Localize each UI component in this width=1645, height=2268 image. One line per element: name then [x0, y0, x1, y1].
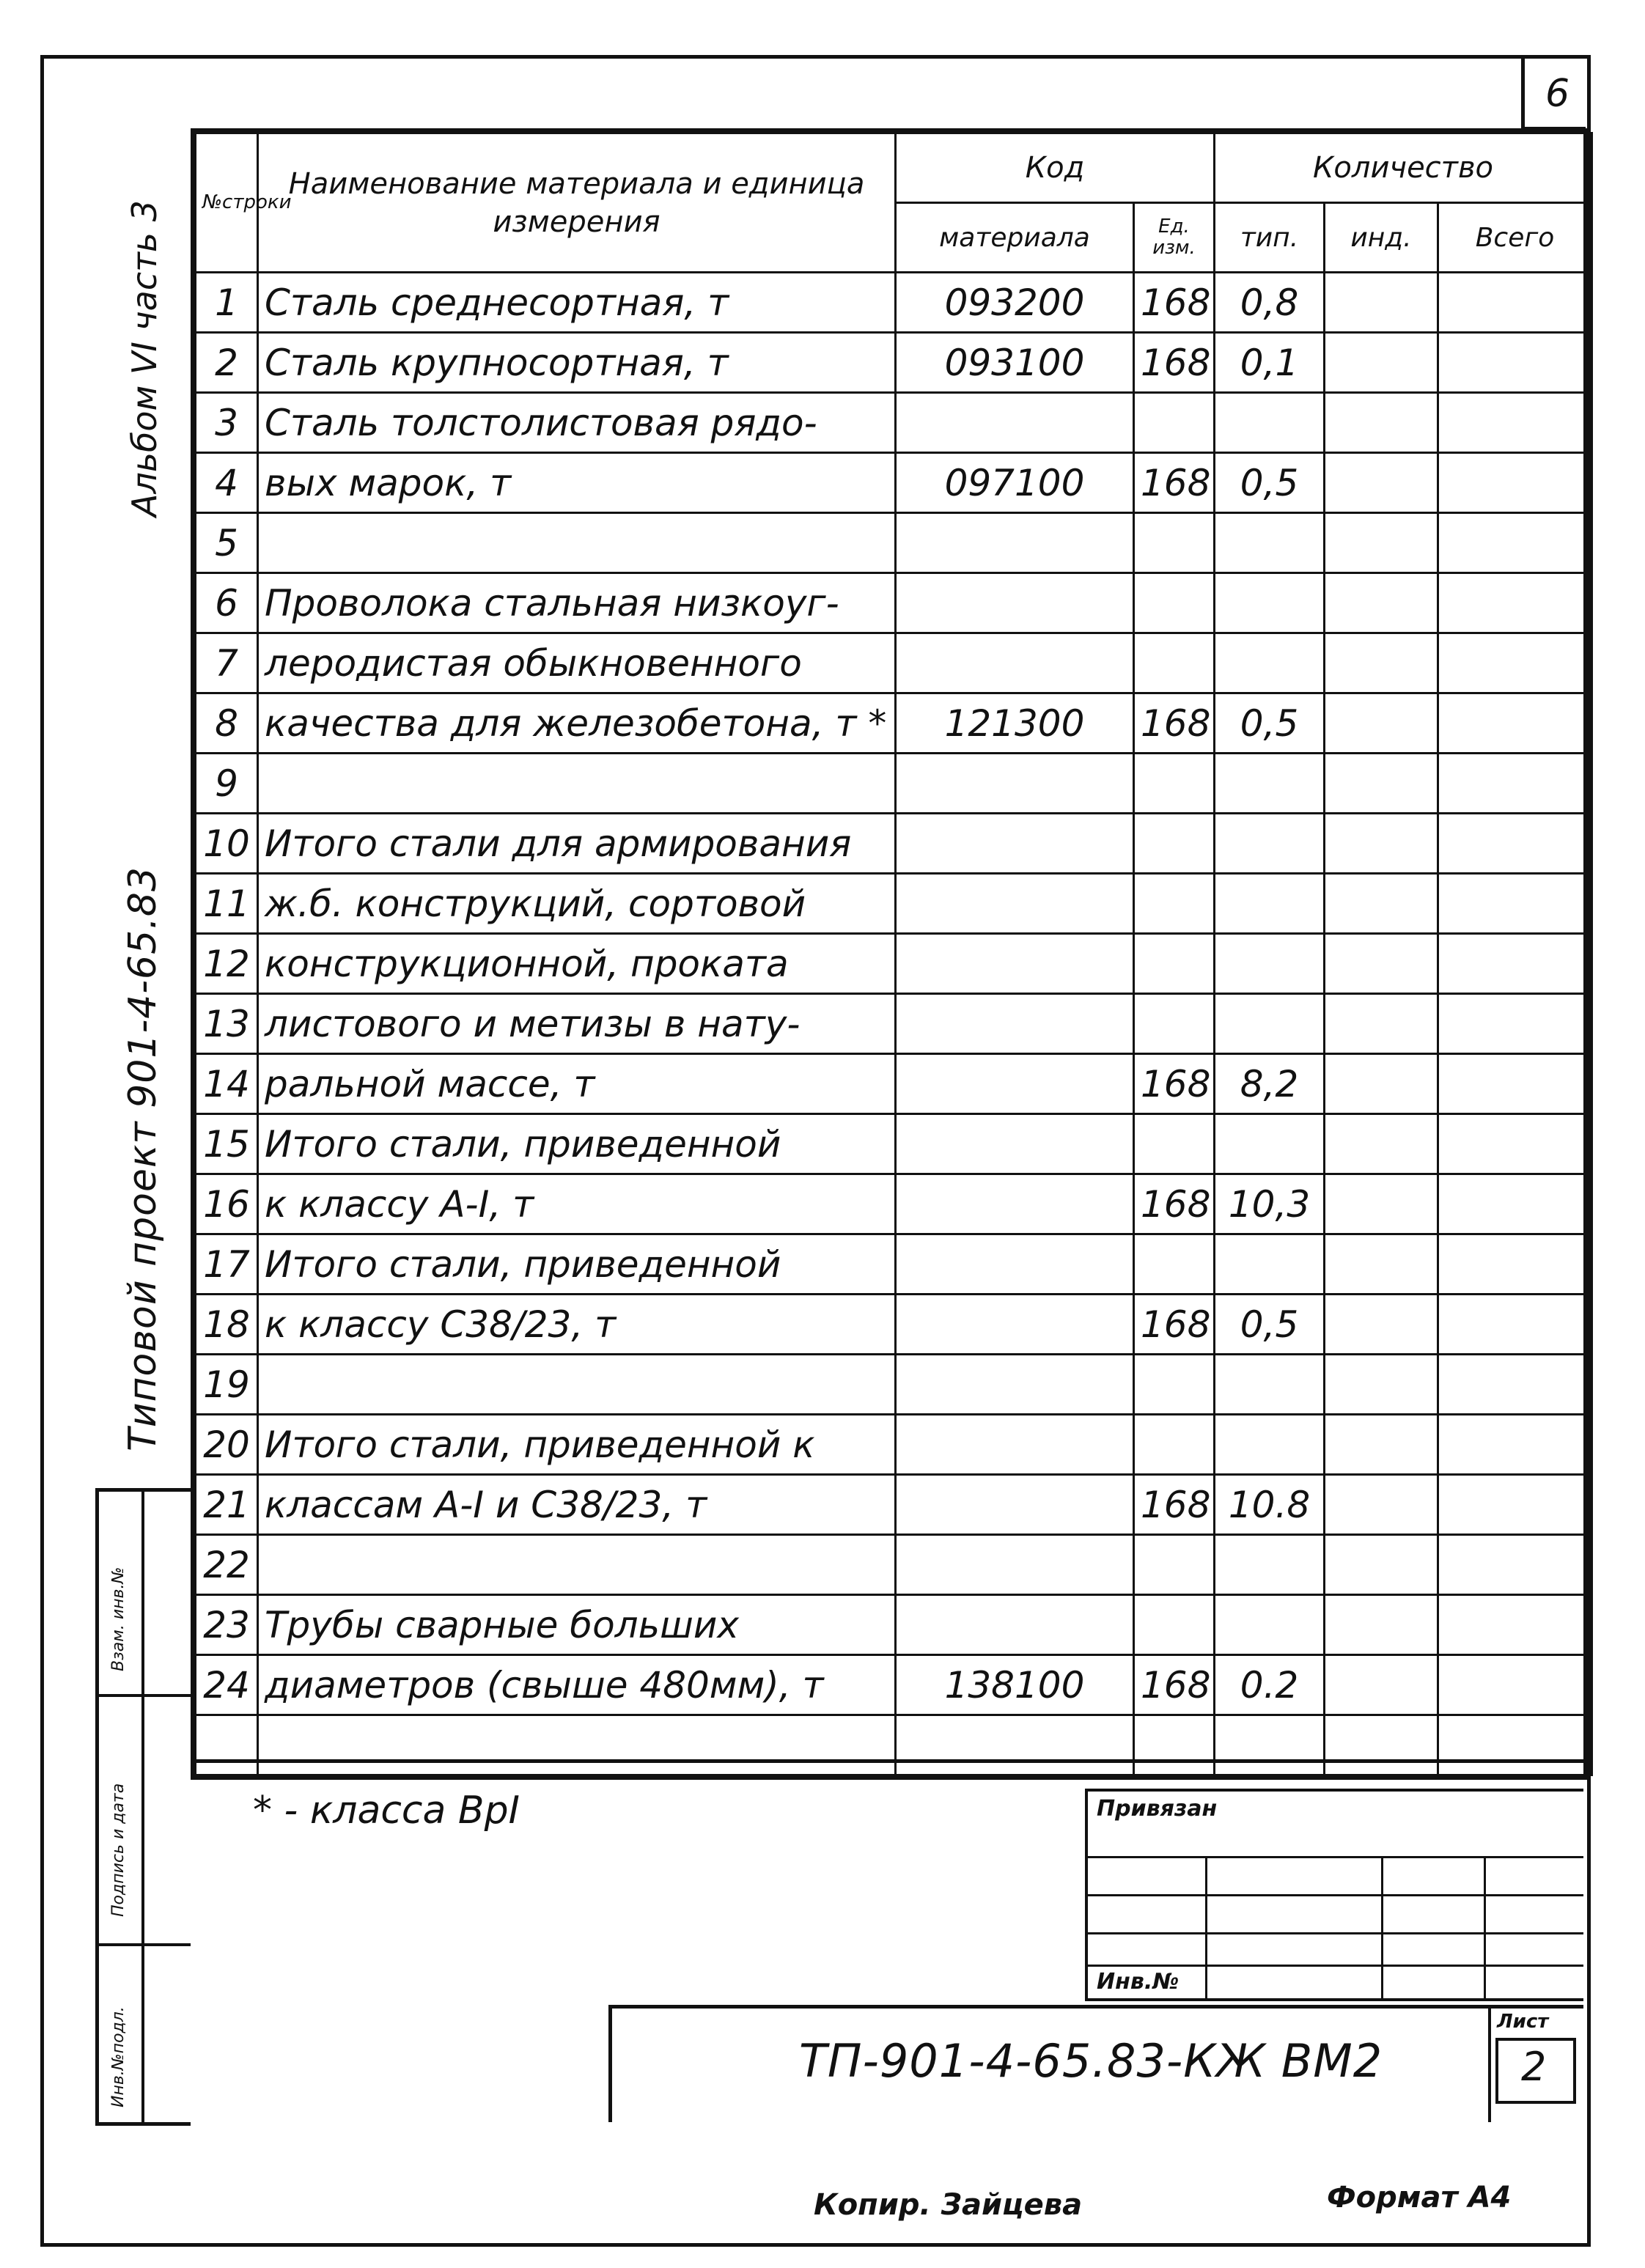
material-name-cell: ральной массе, т — [258, 1054, 896, 1114]
approval-grid — [1085, 1789, 1583, 2001]
qty-typ-cell — [1215, 1114, 1325, 1174]
material-code-cell: 093100 — [896, 333, 1134, 393]
qty-typ-cell — [1215, 573, 1325, 633]
qty-ind-cell — [1325, 1234, 1438, 1295]
qty-ind-cell — [1325, 573, 1438, 633]
material-code-cell: 121300 — [896, 693, 1134, 754]
qty-typ-cell: 0.2 — [1215, 1655, 1325, 1715]
material-name-cell: Сталь толстолистовая рядо- — [258, 393, 896, 453]
row-number-cell: 5 — [196, 513, 258, 573]
table-row — [196, 1114, 1592, 1174]
qty-total-cell — [1438, 1234, 1592, 1295]
qty-total-cell — [1438, 393, 1592, 453]
qty-typ-cell: 0,5 — [1215, 453, 1325, 513]
row-number-cell: 15 — [196, 1114, 258, 1174]
table-row — [196, 934, 1592, 994]
header-quantity — [1215, 133, 1592, 203]
material-name-cell: ж.б. конструкций, сортовой — [258, 874, 896, 934]
qty-total-cell — [1438, 994, 1592, 1054]
table-row — [196, 1295, 1592, 1355]
row-number-cell: 24 — [196, 1655, 258, 1715]
qty-typ-cell — [1215, 1355, 1325, 1415]
qty-typ-cell — [1215, 874, 1325, 934]
material-name-cell: Сталь крупносортная, т — [258, 333, 896, 393]
qty-total-cell — [1438, 693, 1592, 754]
material-code-cell — [896, 1355, 1134, 1415]
unit-code-cell — [1134, 814, 1215, 874]
qty-ind-cell — [1325, 1655, 1438, 1715]
row-number-cell: 6 — [196, 573, 258, 633]
header-row-no-text: №строки — [202, 191, 292, 214]
header-qty-ind: инд. — [1325, 203, 1438, 273]
row-number-cell: 14 — [196, 1054, 258, 1114]
row-number-cell: 1 — [196, 273, 258, 333]
grid-line — [1088, 1894, 1583, 1896]
row-number-cell: 11 — [196, 874, 258, 934]
material-code-cell — [896, 1114, 1134, 1174]
unit-code-cell — [1134, 513, 1215, 573]
material-code-cell — [896, 393, 1134, 453]
table-row — [196, 1415, 1592, 1475]
row-number-cell: 4 — [196, 453, 258, 513]
attached-label: Привязан — [1097, 1796, 1218, 1822]
unit-code-cell — [1134, 874, 1215, 934]
paper-format: Формат А4 — [1327, 2181, 1512, 2214]
material-code-cell — [896, 1054, 1134, 1114]
unit-code-cell: 168 — [1134, 333, 1215, 393]
sheet-list-label: Лист — [1497, 2011, 1549, 2033]
grid-vline — [1205, 1856, 1207, 1998]
table-row — [196, 693, 1592, 754]
grid-line — [1088, 1856, 1583, 1858]
unit-code-cell — [1134, 1114, 1215, 1174]
stamp-cell-inventory — [99, 1946, 191, 2126]
unit-code-cell: 168 — [1134, 273, 1215, 333]
row-number-cell: 10 — [196, 814, 258, 874]
qty-typ-cell: 8,2 — [1215, 1054, 1325, 1114]
table-row — [196, 814, 1592, 874]
qty-typ-cell — [1215, 513, 1325, 573]
qty-ind-cell — [1325, 1295, 1438, 1355]
unit-code-cell — [1134, 1234, 1215, 1295]
qty-ind-cell — [1325, 693, 1438, 754]
row-number-cell: 18 — [196, 1295, 258, 1355]
table-row — [196, 1234, 1592, 1295]
row-number-cell: 23 — [196, 1595, 258, 1655]
unit-code-cell — [1134, 1415, 1215, 1475]
header-qty-total: Всего — [1438, 203, 1592, 273]
qty-typ-cell — [1215, 934, 1325, 994]
qty-ind-cell — [1325, 633, 1438, 693]
material-name-cell — [258, 1535, 896, 1595]
material-name-cell: конструкционной, проката — [258, 934, 896, 994]
header-qty-typ: тип. — [1215, 203, 1325, 273]
table-row — [196, 573, 1592, 633]
material-code-cell — [896, 994, 1134, 1054]
row-number-cell: 17 — [196, 1234, 258, 1295]
stamp-label-signature: Подпись и дата — [109, 1783, 128, 1917]
qty-total-cell — [1438, 1595, 1592, 1655]
material-name-cell: Итого стали, приведенной — [258, 1114, 896, 1174]
stamp-label-replace: Взам. инв.№ — [109, 1566, 128, 1671]
material-name-cell: к классу С38/23, т — [258, 1295, 896, 1355]
qty-ind-cell — [1325, 994, 1438, 1054]
qty-typ-cell — [1215, 393, 1325, 453]
header-row-no — [196, 133, 292, 273]
table-row — [196, 1475, 1592, 1535]
qty-typ-cell — [1215, 994, 1325, 1054]
qty-total-cell — [1438, 1655, 1592, 1715]
qty-total-cell — [1438, 513, 1592, 573]
material-code-cell — [896, 1475, 1134, 1535]
qty-total-cell — [1438, 333, 1592, 393]
stamp-label-inventory: Инв.№подл. — [109, 2006, 128, 2107]
material-name-cell: качества для железобетона, т * — [258, 693, 896, 754]
qty-typ-cell — [1215, 1535, 1325, 1595]
table-row — [196, 1595, 1592, 1655]
material-code-cell — [896, 1295, 1134, 1355]
qty-typ-cell — [1215, 1415, 1325, 1475]
qty-typ-cell: 0,5 — [1215, 693, 1325, 754]
footnote: * - класса ВрI — [253, 1789, 520, 1833]
material-code-cell — [896, 633, 1134, 693]
material-name-cell: листового и метизы в нату- — [258, 994, 896, 1054]
row-number-cell: 22 — [196, 1535, 258, 1595]
material-code-cell — [896, 1174, 1134, 1234]
material-name-cell — [258, 1355, 896, 1415]
material-name-cell: к классу А-I, т — [258, 1174, 896, 1234]
material-name-cell — [258, 513, 896, 573]
material-name-cell: классам А-I и С38/23, т — [258, 1475, 896, 1535]
qty-typ-cell: 0,8 — [1215, 273, 1325, 333]
table-row — [196, 1655, 1592, 1715]
inv-label: Инв.№ — [1097, 1969, 1180, 1995]
material-code-cell — [896, 573, 1134, 633]
material-code-cell — [896, 1595, 1134, 1655]
unit-code-cell: 168 — [1134, 1655, 1215, 1715]
qty-typ-cell: 0,5 — [1215, 1295, 1325, 1355]
table-row — [196, 994, 1592, 1054]
material-code-cell — [896, 1234, 1134, 1295]
material-name-cell: Итого стали, приведенной — [258, 1234, 896, 1295]
qty-ind-cell — [1325, 273, 1438, 333]
header-quantity-text: Количество — [1313, 151, 1494, 185]
qty-total-cell — [1438, 1295, 1592, 1355]
material-code-cell — [896, 1415, 1134, 1475]
row-number-cell: 3 — [196, 393, 258, 453]
row-number-cell: 20 — [196, 1415, 258, 1475]
qty-ind-cell — [1325, 1114, 1438, 1174]
qty-ind-cell — [1325, 393, 1438, 453]
qty-total-cell — [1438, 814, 1592, 874]
qty-total-cell — [1438, 453, 1592, 513]
row-number-cell: 16 — [196, 1174, 258, 1234]
material-name-cell: Сталь среднесортная, т — [258, 273, 896, 333]
album-label: Альбом VI часть 3 — [125, 200, 164, 517]
qty-ind-cell — [1325, 513, 1438, 573]
qty-ind-cell — [1325, 1535, 1438, 1595]
material-code-cell — [896, 1535, 1134, 1595]
table-row — [196, 874, 1592, 934]
qty-total-cell — [1438, 1355, 1592, 1415]
grid-vline — [1381, 1856, 1383, 1998]
material-code-cell: 093200 — [896, 273, 1134, 333]
material-name-cell: Трубы сварные больших — [258, 1595, 896, 1655]
qty-ind-cell — [1325, 453, 1438, 513]
unit-code-cell — [1134, 573, 1215, 633]
header-name-text: Наименование материала и единица измерения — [288, 166, 865, 239]
material-name-cell: леродистая обыкновенного — [258, 633, 896, 693]
qty-total-cell — [1438, 1054, 1592, 1114]
qty-ind-cell — [1325, 754, 1438, 814]
qty-typ-cell: 10.8 — [1215, 1475, 1325, 1535]
qty-total-cell — [1438, 1535, 1592, 1595]
qty-ind-cell — [1325, 874, 1438, 934]
unit-code-cell — [1134, 633, 1215, 693]
table-row — [196, 273, 1592, 333]
material-code-cell — [896, 814, 1134, 874]
qty-typ-cell: 0,1 — [1215, 333, 1325, 393]
row-number-cell: 21 — [196, 1475, 258, 1535]
project-label: Типовой проект 901-4-65.83 — [121, 866, 165, 1451]
sheet-number: 6 — [1545, 72, 1570, 116]
row-number-cell: 2 — [196, 333, 258, 393]
grid-line — [1088, 1965, 1583, 1967]
material-code-cell — [896, 874, 1134, 934]
unit-code-cell: 168 — [1134, 1295, 1215, 1355]
qty-ind-cell — [1325, 1054, 1438, 1114]
qty-ind-cell — [1325, 1174, 1438, 1234]
approval-stamps — [95, 1488, 191, 2126]
unit-code-cell: 168 — [1134, 693, 1215, 754]
qty-ind-cell — [1325, 1475, 1438, 1535]
qty-total-cell — [1438, 573, 1592, 633]
unit-code-cell: 168 — [1134, 1054, 1215, 1114]
table-row — [196, 1535, 1592, 1595]
qty-total-cell — [1438, 1415, 1592, 1475]
qty-typ-cell: 10,3 — [1215, 1174, 1325, 1234]
unit-code-cell — [1134, 393, 1215, 453]
qty-total-cell — [1438, 1114, 1592, 1174]
material-name-cell: Проволока стальная низкоуг- — [258, 573, 896, 633]
material-name-cell: Итого стали, приведенной к — [258, 1415, 896, 1475]
grid-line — [1088, 1932, 1583, 1934]
qty-total-cell — [1438, 874, 1592, 934]
row-number-cell: 8 — [196, 693, 258, 754]
table-row — [196, 453, 1592, 513]
material-name-cell: Итого стали для армирования — [258, 814, 896, 874]
table-row — [196, 633, 1592, 693]
qty-typ-cell — [1215, 754, 1325, 814]
table-row — [196, 393, 1592, 453]
table-body — [196, 273, 1592, 1775]
qty-typ-cell — [1215, 1234, 1325, 1295]
qty-ind-cell — [1325, 814, 1438, 874]
qty-ind-cell — [1325, 1355, 1438, 1415]
qty-total-cell — [1438, 1475, 1592, 1535]
material-name-cell: вых марок, т — [258, 453, 896, 513]
qty-ind-cell — [1325, 1415, 1438, 1475]
sheet-list-value: 2 — [1521, 2044, 1547, 2090]
material-name-cell: диаметров (свыше 480мм), т — [258, 1655, 896, 1715]
qty-total-cell — [1438, 934, 1592, 994]
material-code-cell: 138100 — [896, 1655, 1134, 1715]
unit-code-cell — [1134, 1355, 1215, 1415]
unit-code-cell — [1134, 1535, 1215, 1595]
material-code-cell — [896, 513, 1134, 573]
header-name — [258, 133, 896, 273]
row-number-cell: 19 — [196, 1355, 258, 1415]
qty-typ-cell — [1215, 633, 1325, 693]
unit-code-cell: 168 — [1134, 1475, 1215, 1535]
table-row — [196, 754, 1592, 814]
unit-code-cell — [1134, 1595, 1215, 1655]
qty-total-cell — [1438, 754, 1592, 814]
row-number-cell: 13 — [196, 994, 258, 1054]
qty-total-cell — [1438, 1174, 1592, 1234]
materials-table — [194, 132, 1593, 1776]
table-row — [196, 1355, 1592, 1415]
qty-ind-cell — [1325, 1595, 1438, 1655]
row-number-cell: 12 — [196, 934, 258, 994]
copied-by: Копир. Зайцева — [814, 2188, 1083, 2222]
header-code-material: материала — [896, 203, 1134, 273]
qty-total-cell — [1438, 633, 1592, 693]
material-code-cell: 097100 — [896, 453, 1134, 513]
material-name-cell — [258, 754, 896, 814]
table-row — [196, 1174, 1592, 1234]
unit-code-cell — [1134, 754, 1215, 814]
qty-ind-cell — [1325, 934, 1438, 994]
header-code — [896, 133, 1215, 203]
table-row — [196, 513, 1592, 573]
material-code-cell — [896, 934, 1134, 994]
unit-code-cell — [1134, 994, 1215, 1054]
unit-code-cell: 168 — [1134, 1174, 1215, 1234]
material-code-cell — [896, 754, 1134, 814]
grid-vline — [1484, 1856, 1486, 1998]
qty-total-cell — [1438, 273, 1592, 333]
unit-code-cell: 168 — [1134, 453, 1215, 513]
qty-typ-cell — [1215, 1595, 1325, 1655]
header-code-text: Код — [1025, 151, 1085, 185]
header-code-unit: Ед. изм. — [1134, 203, 1215, 273]
row-number-cell: 9 — [196, 754, 258, 814]
materials-table-box — [191, 128, 1587, 1780]
table-row — [196, 1054, 1592, 1114]
qty-ind-cell — [1325, 333, 1438, 393]
qty-typ-cell — [1215, 814, 1325, 874]
document-code: ТП-901-4-65.83-КЖ ВМ2 — [799, 2034, 1383, 2088]
row-number-cell: 7 — [196, 633, 258, 693]
stamp-cell-signature — [99, 1697, 191, 1946]
stamp-cell-replace — [99, 1492, 191, 1697]
unit-code-cell — [1134, 934, 1215, 994]
table-row — [196, 333, 1592, 393]
